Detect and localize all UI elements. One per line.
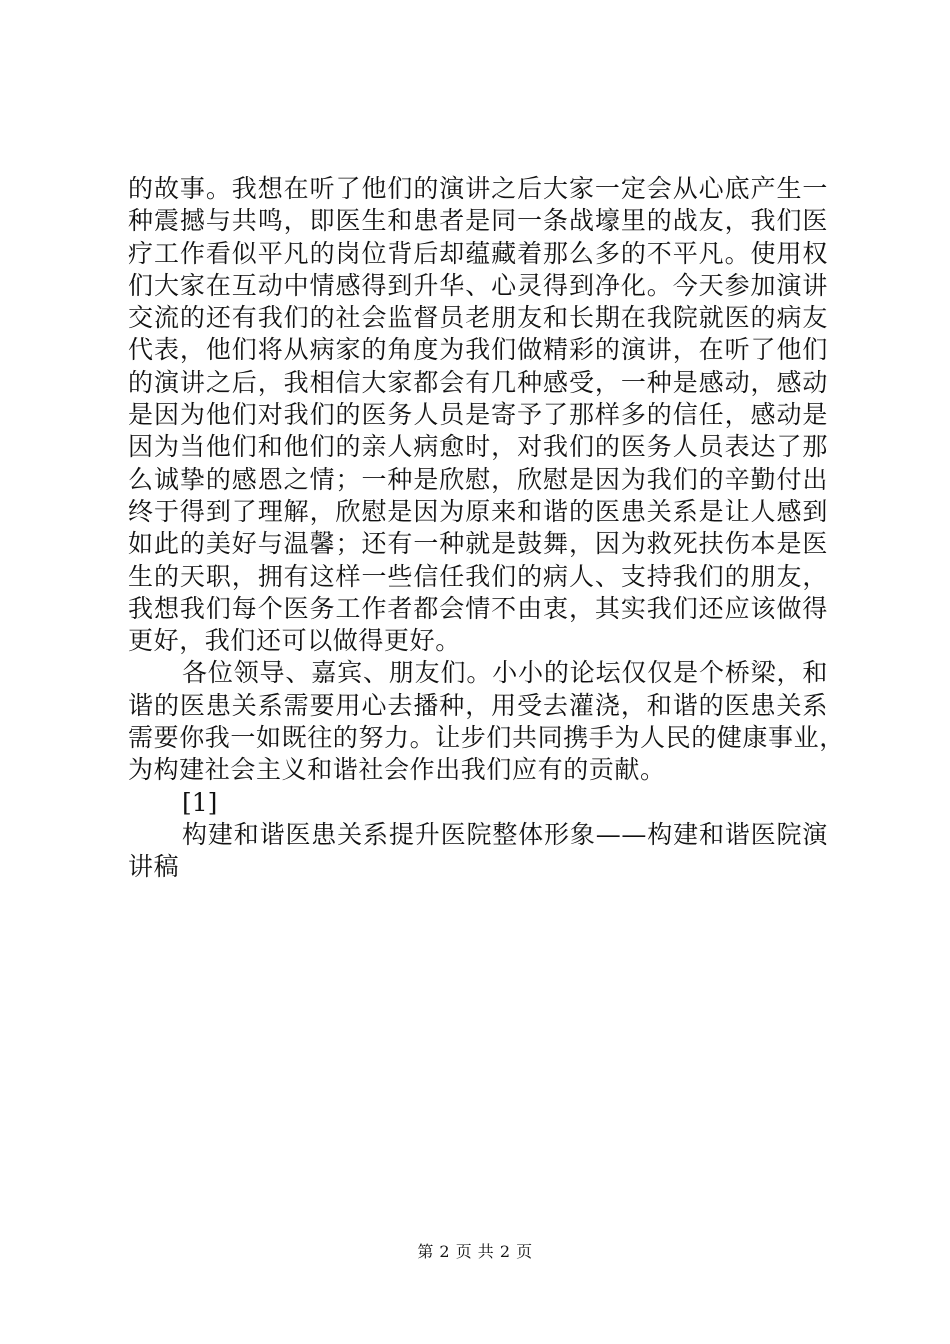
document-body (128, 173, 845, 884)
paragraph-line: 谐的医患关系需要用心去播种，用受去灌浇，和谐的医患关系 (128, 690, 828, 720)
paragraph-line: 的演讲之后，我相信大家都会有几种感受，一种是感动，感动 (128, 367, 828, 397)
paragraph-line: 更好，我们还可以做得更好。 (128, 626, 461, 656)
paragraph-line: 生的天职，拥有这样一些信任我们的病人、支持我们的朋友， (128, 561, 828, 591)
document-title-line: 讲稿 (128, 852, 180, 882)
page-number-footer: 第 2 页 共 2 页 (417, 1242, 533, 1261)
paragraph-line: 种震撼与共鸣，即医生和患者是同一条战壕里的战友，我们医 (128, 206, 828, 236)
paragraph-line: 为构建社会主义和谐社会作出我们应有的贡献。 (128, 755, 666, 785)
document-title-line: 构建和谐医患关系提升医院整体形象——构建和谐医院演 (182, 819, 828, 849)
paragraph-line: 如此的美好与温馨；还有一种就是鼓舞，因为救死扶伤本是医 (128, 529, 828, 559)
paragraph-line: 疗工作看似平凡的岗位背后却蕴藏着那么多的不平凡。使用权 (128, 238, 828, 268)
paragraph-line: 各位领导、嘉宾、朋友们。小小的论坛仅仅是个桥梁，和 (182, 658, 828, 688)
paragraph-line: 代表，他们将从病家的角度为我们做精彩的演讲，在听了他们 (128, 335, 828, 365)
paragraph-line: 终于得到了理解，欣慰是因为原来和谐的医患关系是让人感到 (128, 496, 828, 526)
reference-marker: [1] (182, 787, 218, 817)
paragraph-line: 么诚挚的感恩之情；一种是欣慰，欣慰是因为我们的辛勤付出 (128, 464, 828, 494)
paragraph-line: 交流的还有我们的社会监督员老朋友和长期在我院就医的病友 (128, 303, 828, 333)
paragraph-line: 的故事。我想在听了他们的演讲之后大家一定会从心底产生一 (128, 174, 828, 203)
paragraph-line: 需要你我一如既往的努力。让步们共同携手为人民的健康事业， (128, 723, 845, 753)
paragraph-line: 我想我们每个医务工作者都会情不由衷，其实我们还应该做得 (128, 593, 828, 623)
paragraph-line: 们大家在互动中情感得到升华、心灵得到净化。今天参加演讲 (128, 270, 828, 300)
paragraph-line: 是因为他们对我们的医务人员是寄予了那样多的信任，感动是 (128, 400, 828, 430)
paragraph-line: 因为当他们和他们的亲人病愈时，对我们的医务人员表达了那 (128, 432, 828, 462)
